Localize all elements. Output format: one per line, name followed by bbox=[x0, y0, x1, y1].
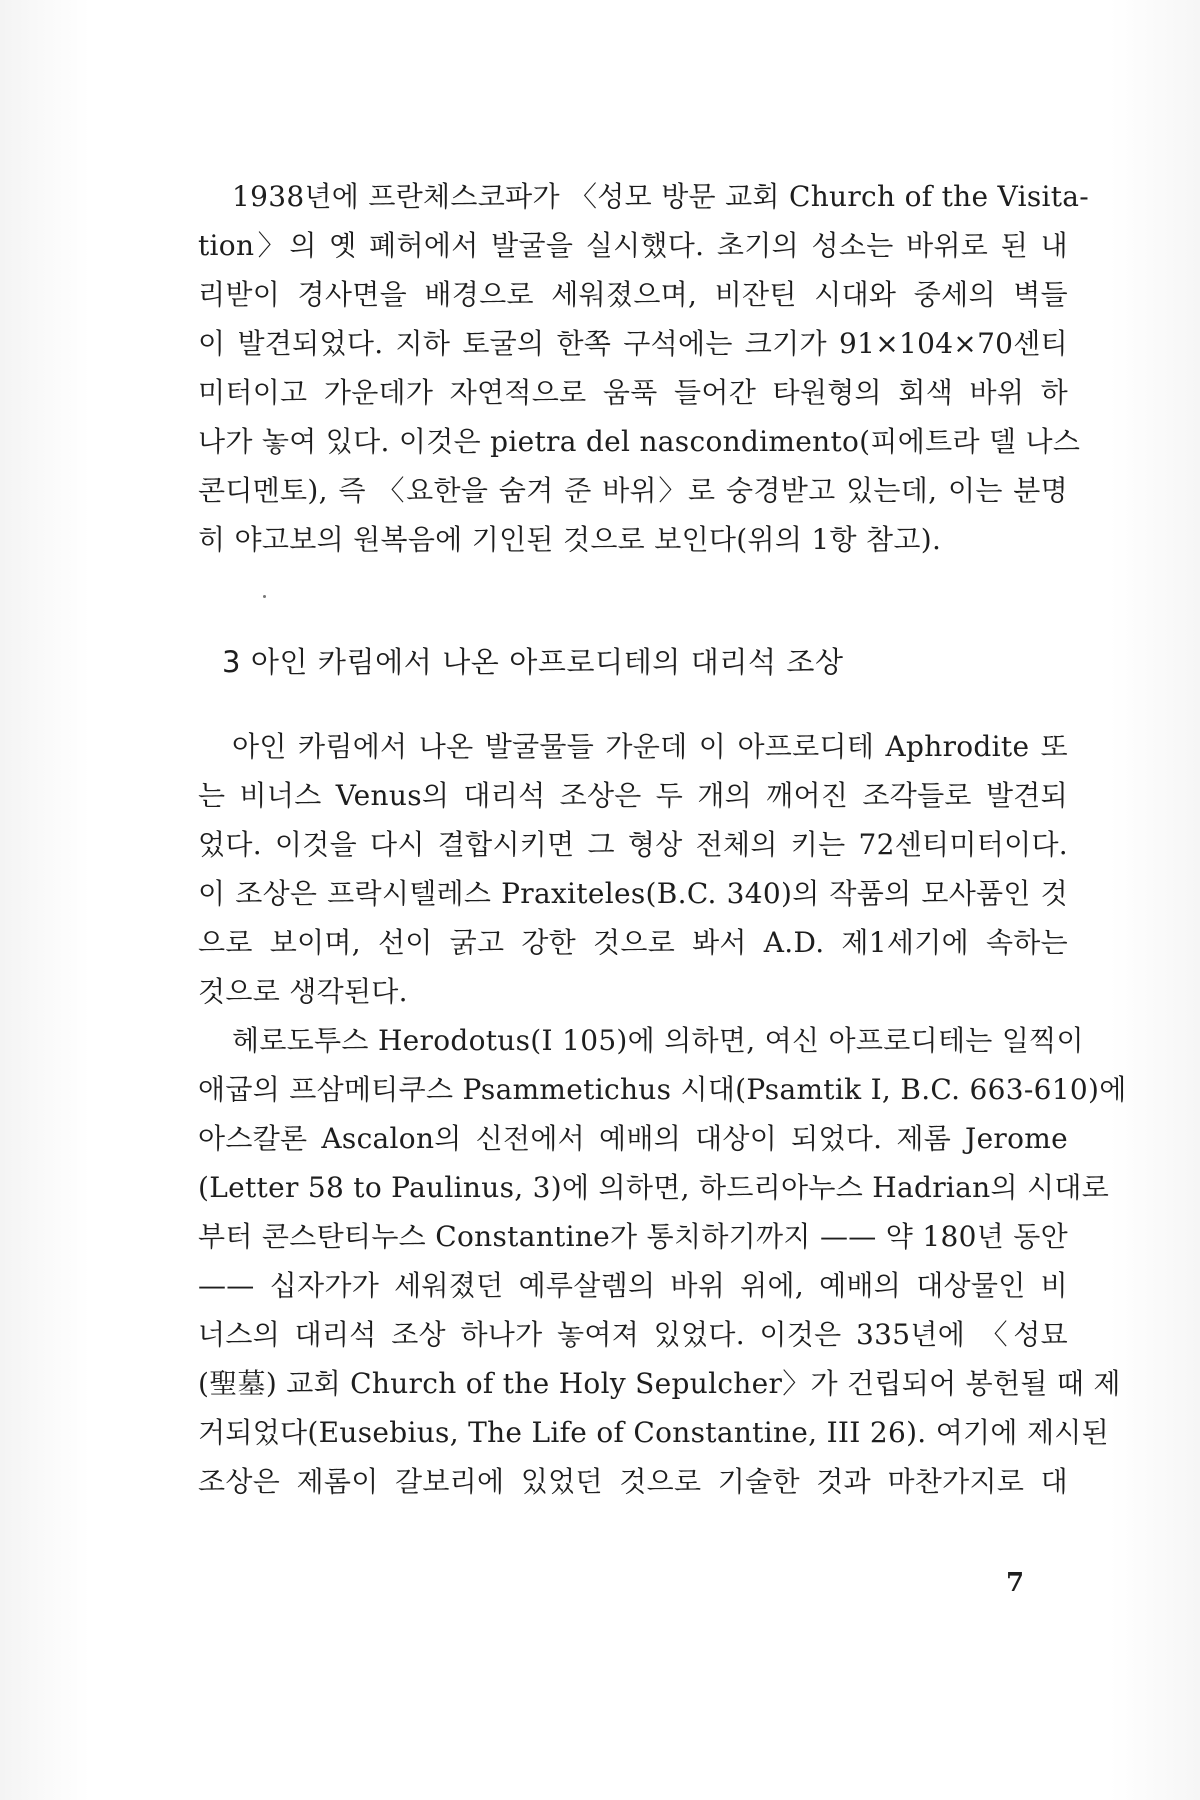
text-line: 거되었다(Eusebius, The Life of Constantine, III 26). 여기에 제시된 bbox=[198, 1416, 1109, 1449]
text-line: 나가 놓여 있다. 이것은 pietra del nascondimento(피에트라 델 나스 bbox=[198, 425, 1081, 458]
text-line: 1938년에 프란체스코파가 〈성모 방문 교회 Church of the Visita- bbox=[232, 180, 1090, 213]
text-line: 는 비너스 Venus의 대리석 조상은 두 개의 깨어진 조각들로 발견되 bbox=[198, 779, 1068, 812]
text-line: 너스의 대리석 조상 하나가 놓여져 있었다. 이것은 335년에 〈성묘 bbox=[198, 1318, 1068, 1351]
stray-mark bbox=[263, 595, 266, 598]
text-line: 아스칼론 Ascalon의 신전에서 예배의 대상이 되었다. 제롬 Jerome bbox=[198, 1122, 1068, 1155]
text-line: 아인 카림에서 나온 발굴물들 가운데 이 아프로디테 Aphrodite 또 bbox=[232, 730, 1068, 763]
text-line: 리받이 경사면을 배경으로 세워졌으며, 비잔틴 시대와 중세의 벽들 bbox=[198, 278, 1068, 311]
text-line: 이 조상은 프락시텔레스 Praxiteles(B.C. 340)의 작품의 모사품인 것 bbox=[198, 877, 1068, 910]
text-line: 애굽의 프삼메티쿠스 Psammetichus 시대(Psamtik I, B.C. 663-610)에 bbox=[198, 1073, 1127, 1106]
section-heading: 3 아인 카림에서 나온 아프로디테의 대리석 조상 bbox=[222, 645, 844, 679]
page-number: 7 bbox=[1006, 1568, 1025, 1598]
body-text bbox=[198, 722, 1127, 1506]
text-line: 히 야고보의 원복음에 기인된 것으로 보인다(위의 1항 참고). bbox=[198, 523, 942, 556]
text-line: 으로 보이며, 선이 굵고 강한 것으로 봐서 A.D. 제1세기에 속하는 bbox=[198, 926, 1068, 959]
text-line: 부터 콘스탄티누스 Constantine가 통치하기까지 —— 약 180년 동안 bbox=[198, 1220, 1068, 1253]
text-line: 헤로도투스 Herodotus(I 105)에 의하면, 여신 아프로디테는 일찍이 bbox=[232, 1024, 1084, 1057]
text-line: 콘디멘토), 즉 〈요한을 숨겨 준 바위〉로 숭경받고 있는데, 이는 분명 bbox=[198, 474, 1068, 507]
text-line: 것으로 생각된다. bbox=[198, 975, 408, 1008]
text-line: (Letter 58 to Paulinus, 3)에 의하면, 하드리아누스 Hadrian의 시대로 bbox=[198, 1171, 1110, 1204]
text-line: 조상은 제롬이 갈보리에 있었던 것으로 기술한 것과 마찬가지로 대 bbox=[198, 1465, 1068, 1498]
text-line: 이 발견되었다. 지하 토굴의 한쪽 구석에는 크기가 91×104×70센티 bbox=[198, 327, 1068, 360]
text-line: 미터이고 가운데가 자연적으로 움푹 들어간 타원형의 회색 바위 하 bbox=[198, 376, 1068, 409]
paragraph-visitation-church bbox=[198, 172, 1090, 564]
text-line: tion〉의 옛 폐허에서 발굴을 실시했다. 초기의 성소는 바위로 된 내 bbox=[198, 229, 1068, 262]
text-line: 었다. 이것을 다시 결합시키면 그 형상 전체의 키는 72센티미터이다. bbox=[198, 828, 1068, 861]
text-line: (聖墓) 교회 Church of the Holy Sepulcher〉가 건립되어 봉헌될 때 제 bbox=[198, 1367, 1121, 1400]
text-line: —— 십자가가 세워졌던 예루살렘의 바위 위에, 예배의 대상물인 비 bbox=[198, 1269, 1068, 1302]
